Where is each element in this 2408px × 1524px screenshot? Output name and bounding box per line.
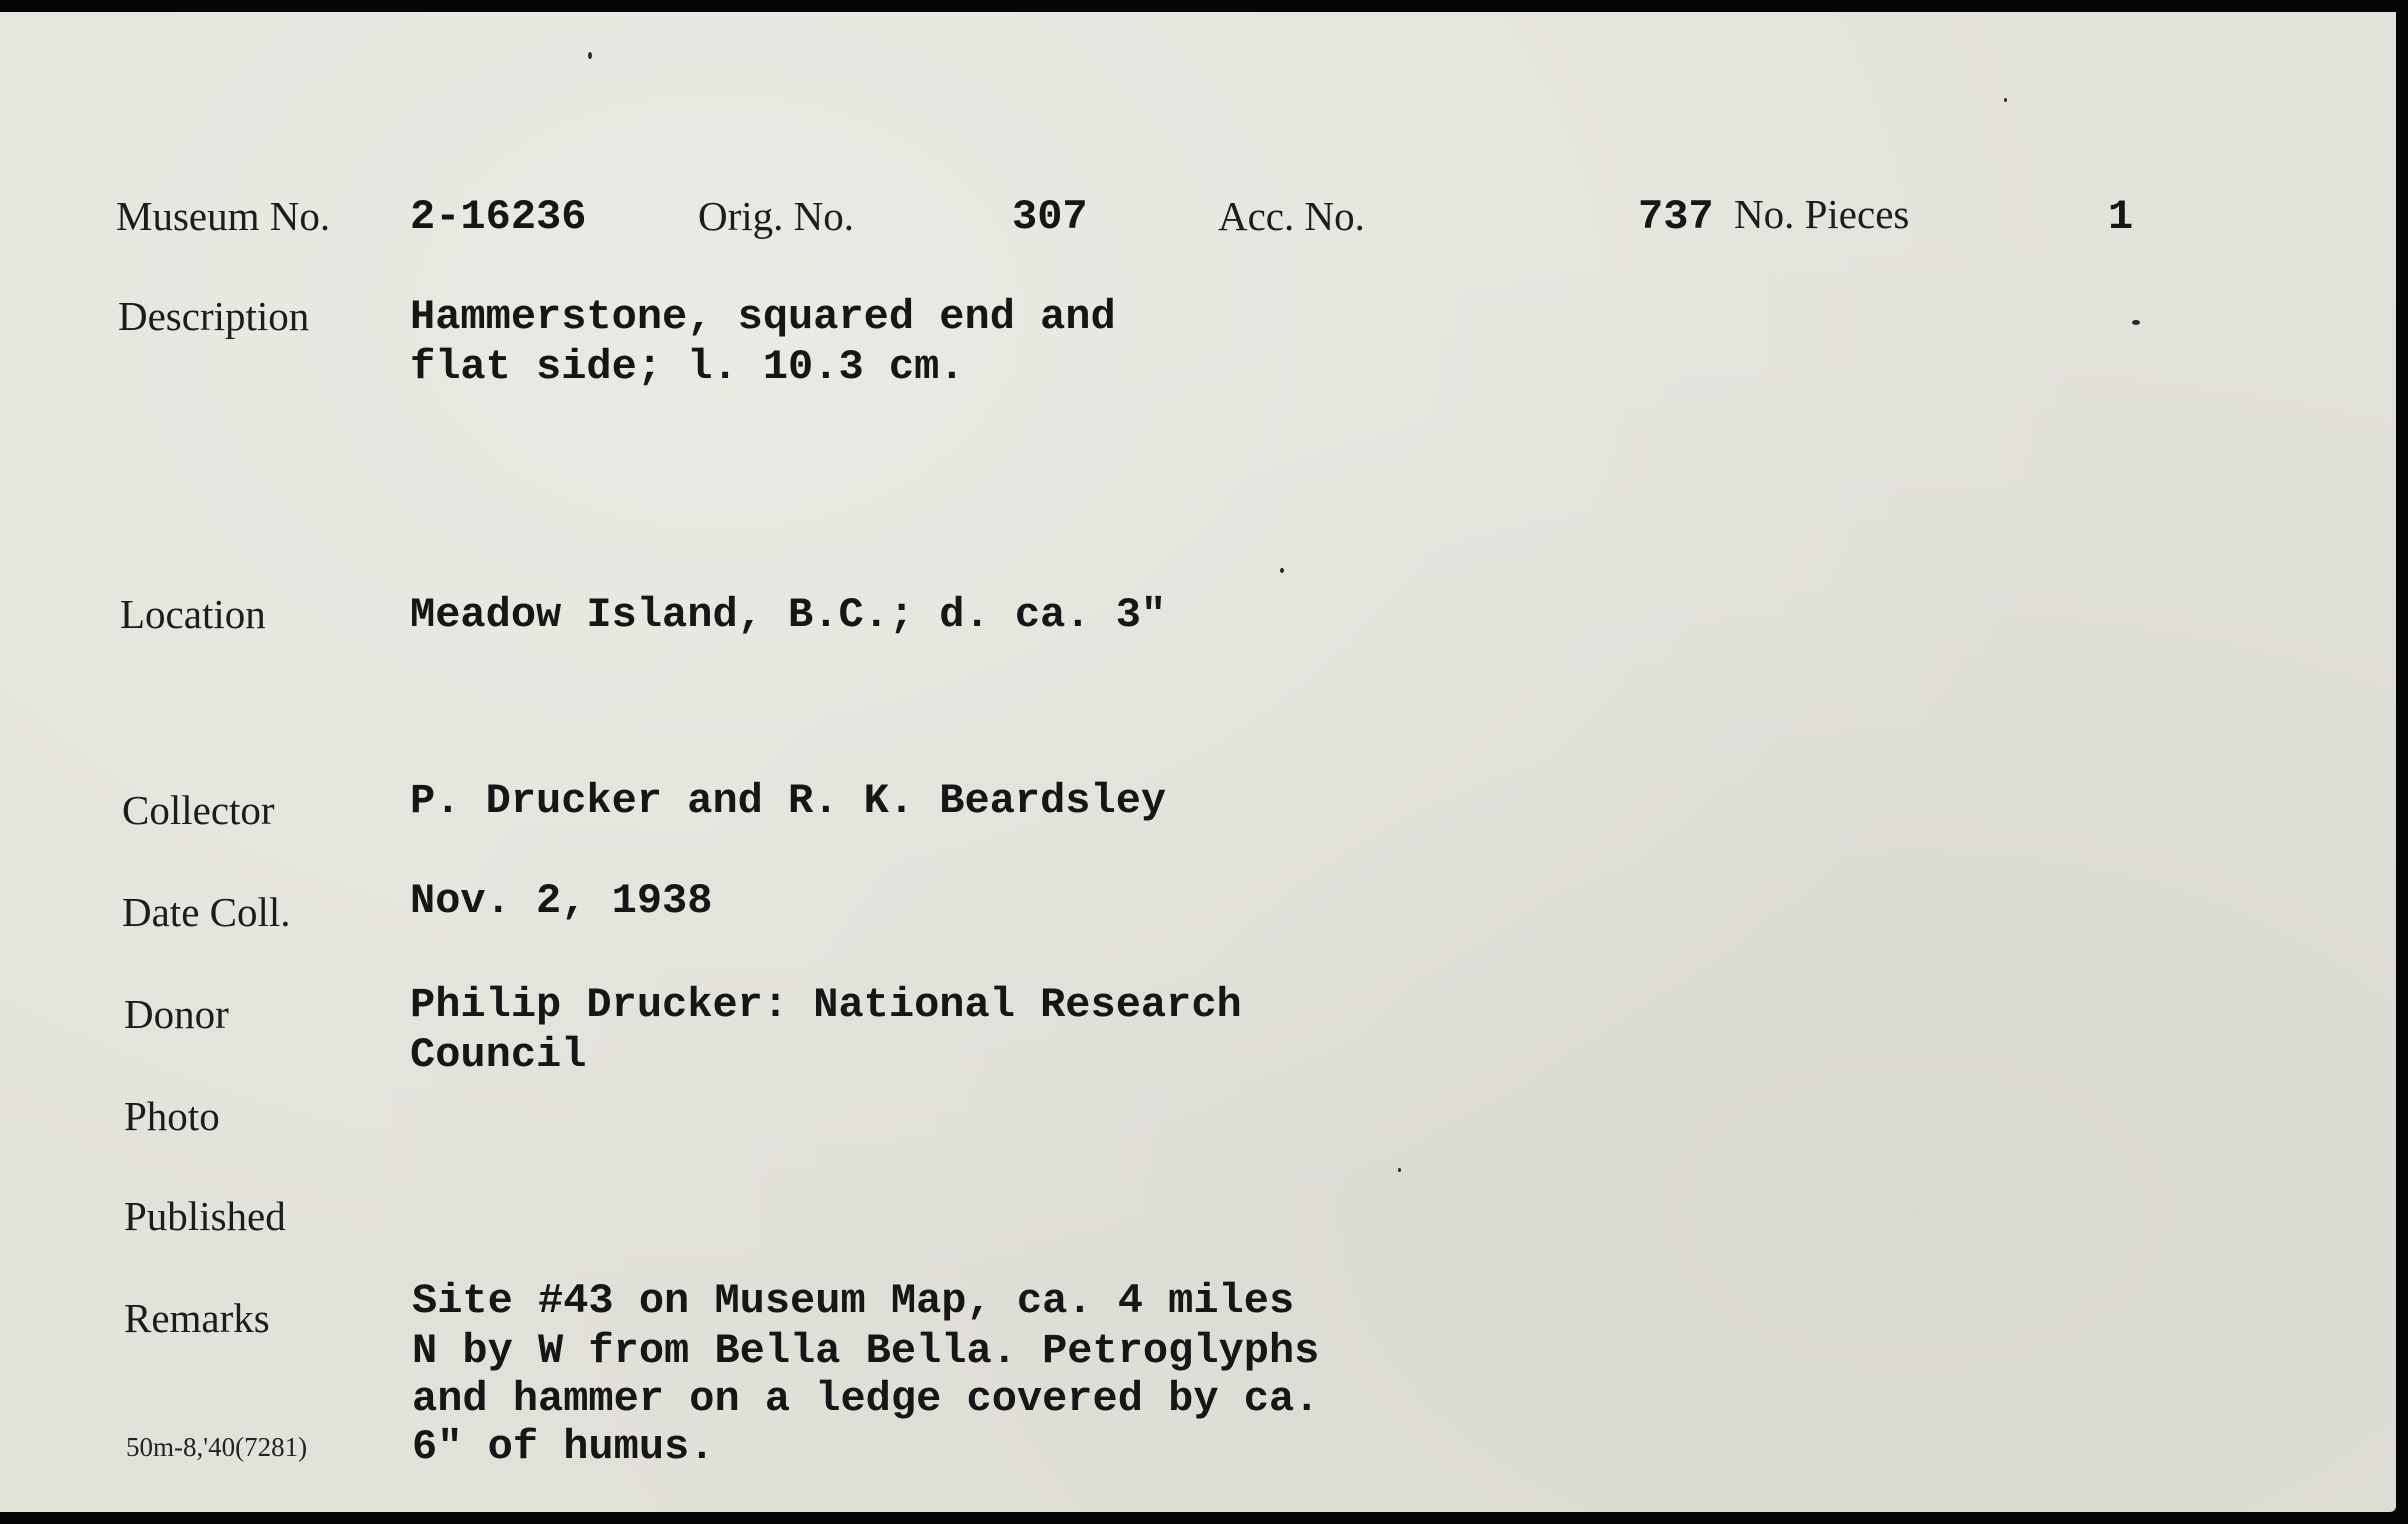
speck xyxy=(2132,320,2140,325)
remarks-line-4: 6" of humus. xyxy=(412,1423,715,1471)
museum-no-label: Museum No. xyxy=(116,193,331,239)
donor-line-1: Philip Drucker: National Research xyxy=(410,981,1242,1029)
orig-no-label: Orig. No. xyxy=(698,193,855,239)
location-value: Meadow Island, B.C.; d. ca. 3" xyxy=(410,591,1167,639)
date-coll-value: Nov. 2, 1938 xyxy=(410,877,713,925)
speck xyxy=(588,52,592,59)
collector-value: P. Drucker and R. K. Beardsley xyxy=(410,777,1167,825)
location-label: Location xyxy=(120,591,266,637)
speck xyxy=(1398,1168,1401,1172)
print-code: 50m-8,'40(7281) xyxy=(126,1432,308,1462)
no-pieces-value: 1 xyxy=(2108,193,2134,241)
donor-label: Donor xyxy=(124,991,229,1037)
remarks-line-1: Site #43 on Museum Map, ca. 4 miles xyxy=(412,1277,1295,1325)
orig-no-value: 307 xyxy=(1012,193,1088,241)
remarks-line-3: and hammer on a ledge covered by ca. xyxy=(412,1375,1320,1423)
description-label: Description xyxy=(118,293,310,339)
photo-label: Photo xyxy=(124,1093,220,1139)
speck xyxy=(2004,98,2007,102)
description-line-1: Hammerstone, squared end and xyxy=(410,293,1116,341)
date-coll-label: Date Coll. xyxy=(122,889,291,935)
acc-no-value: 737 xyxy=(1638,193,1714,241)
no-pieces-label: No. Pieces xyxy=(1734,191,1910,237)
catalog-card xyxy=(0,12,2396,1512)
donor-line-2: Council xyxy=(410,1031,587,1079)
collector-label: Collector xyxy=(122,787,275,833)
description-line-2: flat side; l. 10.3 cm. xyxy=(410,343,965,391)
remarks-line-2: N by W from Bella Bella. Petroglyphs xyxy=(412,1327,1320,1375)
speck xyxy=(1280,568,1284,573)
remarks-label: Remarks xyxy=(124,1295,270,1341)
acc-no-label: Acc. No. xyxy=(1218,193,1365,239)
published-label: Published xyxy=(124,1193,286,1239)
museum-no-value: 2-16236 xyxy=(410,193,587,241)
